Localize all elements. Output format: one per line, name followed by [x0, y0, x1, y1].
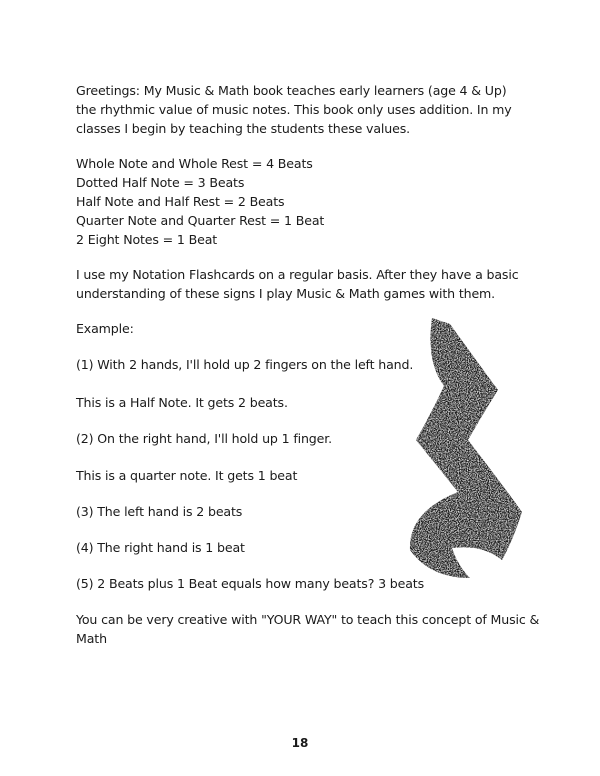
example-label: Example: [76, 321, 134, 336]
page-number: 18 [291, 736, 309, 750]
quarter-rest-shape [410, 318, 522, 578]
example-step: (2) On the right hand, I'll hold up 1 finger. [76, 431, 332, 446]
note-value-line: Quarter Note and Quarter Rest = 1 Beat [76, 213, 325, 228]
intro-line: Greetings: My Music & Math book teaches early learners (age 4 & Up) [76, 83, 507, 98]
closing-line: Math [76, 631, 107, 646]
example-step: This is a quarter note. It gets 1 beat [76, 468, 298, 483]
intro-line: the rhythmic value of music notes. This book only uses addition. In my [76, 102, 512, 117]
closing-line: You can be very creative with "YOUR WAY" to teach this concept of Music & [76, 612, 540, 627]
example-step: (3) The left hand is 2 beats [76, 504, 243, 519]
note-value-line: Whole Note and Whole Rest = 4 Beats [76, 156, 313, 171]
note-value-line: Dotted Half Note = 3 Beats [76, 175, 245, 190]
example-step: This is a Half Note. It gets 2 beats. [76, 395, 288, 410]
intro-line: classes I begin by teaching the students these values. [76, 121, 410, 136]
example-step: (5) 2 Beats plus 1 Beat equals how many beats? 3 beats [76, 576, 425, 591]
note-value-line: Half Note and Half Rest = 2 Beats [76, 194, 285, 209]
example-step: (4) The right hand is 1 beat [76, 540, 245, 555]
note-value-line: 2 Eight Notes = 1 Beat [76, 232, 218, 247]
example-step: (1) With 2 hands, I'll hold up 2 fingers on the left hand. [76, 357, 414, 372]
flashcards-line: understanding of these signs I play Music & Math games with them. [76, 286, 496, 301]
flashcards-line: I use my Notation Flashcards on a regular basis. After they have a basic [76, 267, 519, 282]
quarter-rest-icon [404, 316, 529, 586]
